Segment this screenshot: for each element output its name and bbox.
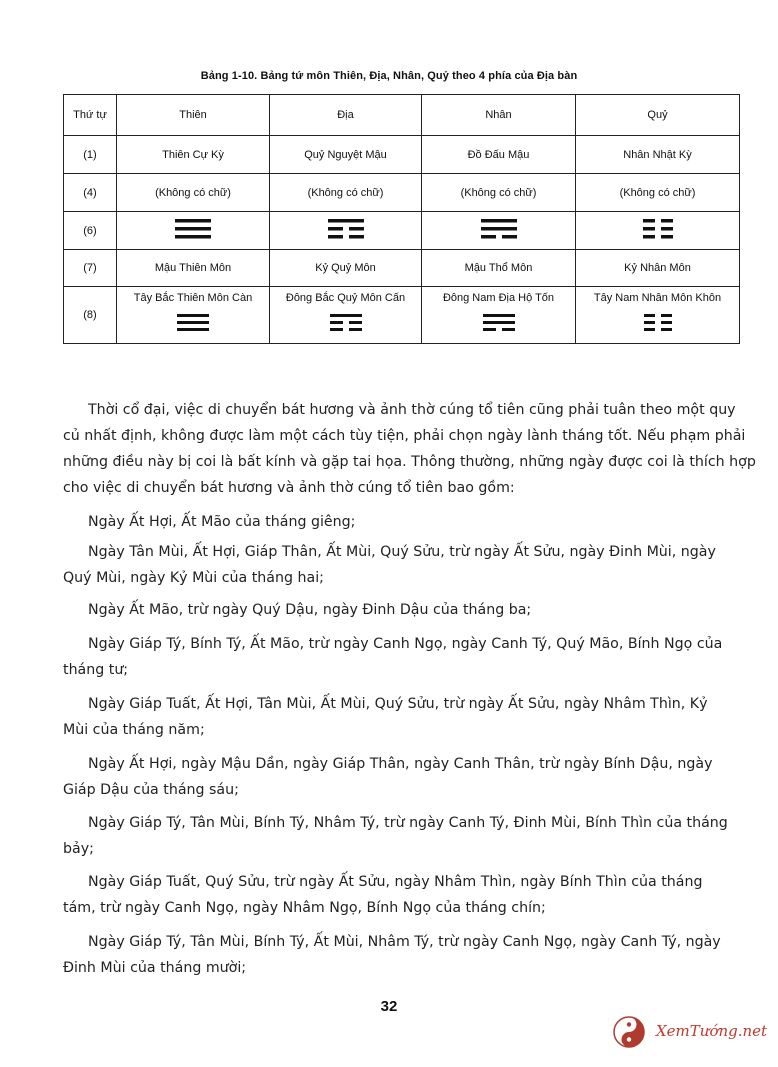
body-line: Mùi của tháng năm;: [63, 722, 205, 738]
body-line: tháng tư;: [63, 662, 129, 678]
table-cell: (Không có chữ): [422, 174, 576, 212]
trigram-kun-icon: [644, 314, 672, 332]
yin-yang-icon: [612, 1015, 646, 1054]
trigram-cell: [117, 212, 270, 250]
table-header-row: [64, 95, 740, 136]
row-order: (1): [64, 136, 117, 174]
body-line: Thời cổ đại, việc di chuyển bát hương và ảnh thờ cúng tổ tiên cũng phải tuân theo một quy: [88, 402, 736, 418]
header-thien: Thiên: [117, 95, 270, 136]
header-nhan: Nhân: [422, 95, 576, 136]
trigram-xun-icon: [483, 314, 515, 332]
table-cell: Quỷ Nguyệt Mậu: [270, 136, 422, 174]
row-order: (6): [64, 212, 117, 250]
cell-text: Tây Bắc Thiên Môn Càn: [133, 291, 253, 304]
watermark-logo: [612, 1014, 770, 1052]
body-line: Ngày Giáp Tý, Tân Mùi, Bính Tý, Nhâm Tý, trừ ngày Canh Tý, Đinh Mùi, Bính Thìn của tháng: [88, 815, 728, 831]
table-row: [64, 136, 740, 174]
table-row: [64, 174, 740, 212]
body-line: cho việc di chuyển bát hương và ảnh thờ cúng tổ tiên bao gồm:: [63, 480, 515, 496]
cell-text: Đông Bắc Quỷ Môn Cấn: [285, 291, 406, 304]
header-quy: Quỷ: [576, 95, 740, 136]
trigram-kun-icon: [643, 219, 673, 239]
trigram-cell: [576, 212, 740, 250]
trigram-qian-icon: [175, 219, 211, 239]
table-row: [64, 250, 740, 287]
row-order: (4): [64, 174, 117, 212]
table-row: [64, 287, 740, 344]
trigram-cell: [422, 212, 576, 250]
body-line: Đinh Mùi của tháng mười;: [63, 960, 247, 976]
table-cell: Đồ Đấu Mậu: [422, 136, 576, 174]
trigram-xun-icon: [481, 219, 517, 239]
header-order: Thứ tự: [64, 95, 117, 136]
trigram-qian-icon: [177, 314, 209, 332]
body-line: Quý Mùi, ngày Kỷ Mùi của tháng hai;: [63, 570, 324, 586]
table-cell: [576, 287, 740, 344]
table-caption: Bảng 1-10. Bảng tứ môn Thiên, Địa, Nhân, Quỷ theo 4 phía của Địa bàn: [200, 70, 578, 82]
row-order: (7): [64, 250, 117, 287]
table-cell: Thiên Cự Kỳ: [117, 136, 270, 174]
table-cell: Nhân Nhật Kỳ: [576, 136, 740, 174]
body-line: củ nhất định, không được làm một cách tùy tiện, phải chọn ngày lành tháng tốt. Nếu phạm phải: [63, 428, 746, 444]
body-line: Giáp Dậu của tháng sáu;: [63, 782, 239, 798]
trigram-cell: [270, 212, 422, 250]
cell-text: Tây Nam Nhân Môn Khôn: [593, 291, 722, 304]
watermark-text: XemTướng.net: [656, 1022, 768, 1040]
body-line: Ngày Ất Hợi, Ất Mão của tháng giêng;: [88, 514, 356, 530]
body-line: Ngày Ất Mão, trừ ngày Quý Dậu, ngày Đinh Dậu của tháng ba;: [88, 602, 532, 618]
table-cell: [117, 287, 270, 344]
body-line: Ngày Giáp Tuất, Quý Sửu, trừ ngày Ất Sửu, ngày Nhâm Thìn, ngày Bính Thìn của tháng: [88, 874, 703, 890]
table-cell: Kỷ Quỷ Môn: [270, 250, 422, 287]
table-cell: [422, 287, 576, 344]
page-number: 32: [380, 998, 398, 1015]
header-dia: Địa: [270, 95, 422, 136]
four-gates-table: [63, 94, 740, 344]
body-line: Ngày Giáp Tý, Tân Mùi, Bính Tý, Ất Mùi, Nhâm Tý, trừ ngày Canh Ngọ, ngày Canh Tý, ngày: [88, 934, 721, 950]
row-order: (8): [64, 287, 117, 344]
trigram-gen-icon: [328, 219, 364, 239]
body-line: Ngày Tân Mùi, Ất Hợi, Giáp Thân, Ất Mùi, Quý Sửu, trừ ngày Ất Sửu, ngày Đinh Mùi, ngày: [88, 544, 716, 560]
body-line: những điều này bị coi là bất kính và gặp tai họa. Thông thường, những ngày được coi là thích hợp: [63, 454, 756, 470]
body-line: Ngày Giáp Tý, Bính Tý, Ất Mão, trừ ngày Canh Ngọ, ngày Canh Tý, Quý Mão, Bính Ngọ của: [88, 636, 723, 652]
table-cell: (Không có chữ): [117, 174, 270, 212]
body-line: tám, trừ ngày Canh Ngọ, ngày Nhâm Ngọ, Bính Ngọ của tháng chín;: [63, 900, 546, 916]
body-line: Ngày Giáp Tuất, Ất Hợi, Tân Mùi, Ất Mùi, Quý Sửu, trừ ngày Ất Sửu, ngày Nhâm Thìn, Kỷ: [88, 696, 708, 712]
body-line: bảy;: [63, 841, 94, 857]
table-cell: Mậu Thổ Môn: [422, 250, 576, 287]
body-line: Ngày Ất Hợi, ngày Mậu Dần, ngày Giáp Thân, ngày Canh Thân, trừ ngày Bính Dậu, ngày: [88, 756, 713, 772]
table-cell: [270, 287, 422, 344]
cell-text: Đông Nam Địa Hộ Tốn: [442, 291, 555, 304]
table-cell: (Không có chữ): [576, 174, 740, 212]
trigram-gen-icon: [330, 314, 362, 332]
table-cell: Kỷ Nhân Môn: [576, 250, 740, 287]
table-cell: Mậu Thiên Môn: [117, 250, 270, 287]
table-cell: (Không có chữ): [270, 174, 422, 212]
table-row: [64, 212, 740, 250]
